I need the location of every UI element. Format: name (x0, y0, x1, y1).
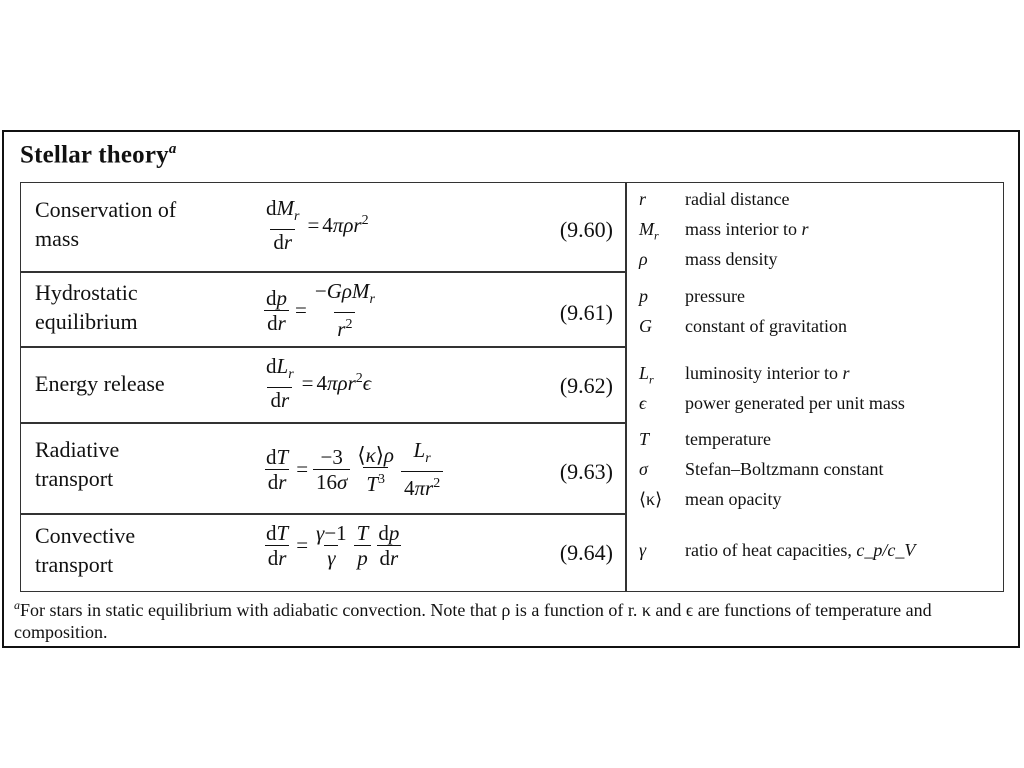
row-name-line2: mass (35, 226, 79, 251)
symbol-definition (633, 489, 1001, 519)
symbols-group-convective (633, 540, 1001, 570)
symbols-group-hydrostatic (633, 286, 1001, 346)
equation-row-convective (21, 514, 625, 592)
symbol: T (639, 429, 650, 449)
equation-number: (9.61) (559, 300, 613, 325)
row-name-line1: Conservation of (35, 197, 177, 222)
symbol: ⟨κ⟩ (639, 489, 663, 509)
footnote-marker: a (14, 598, 20, 612)
symbol-definition (633, 459, 1001, 489)
row-name (35, 369, 165, 398)
equations-table (20, 182, 1004, 592)
symbol: $M_r$ (639, 219, 659, 243)
symbol-description: pressure (685, 286, 745, 306)
equation-number: (9.64) (559, 540, 613, 565)
symbol-definition (633, 249, 1001, 279)
symbol-description: mass interior to r (685, 219, 809, 239)
title-footnote-marker: a (168, 141, 177, 157)
equation-number: (9.62) (559, 373, 613, 398)
row-name-line1: Convective (35, 523, 136, 548)
row-name-line2: transport (35, 466, 114, 491)
equation-9-64: $\frac{dT}{dr}$ = $\frac{\gamma-1}{\gamma}$ $\frac{T}{p}$ $\frac{dp}{dr}$ (266, 521, 400, 570)
symbol-description: luminosity interior to r (685, 363, 850, 383)
symbol: p (639, 286, 648, 306)
symbol-definition (633, 286, 1001, 316)
equation-row-energy (21, 347, 625, 422)
row-name-line1: Energy release (35, 371, 165, 396)
row-name (35, 195, 176, 253)
symbol-definition (633, 219, 1001, 249)
symbol-definition (633, 363, 1001, 393)
equation-9-62: $\frac{dL_r}{dr}$ = 4πρr$^2$ϵ (266, 354, 372, 413)
symbols-group-radiative (633, 429, 1001, 519)
row-name (35, 278, 138, 336)
column-divider (625, 183, 627, 591)
symbol: ϵ (639, 393, 647, 413)
symbols-group-mass (633, 189, 1001, 279)
symbol-definition (633, 393, 1001, 423)
equation-9-63: $\frac{dT}{dr}$ = $\frac{-3}{16\sigma}$ $\frac{⟨\kappa⟩\rho}{T^3}$ $\frac{L_r}{4\pi r^2}$ (261, 439, 445, 499)
table-title-text: Stellar theory (20, 141, 169, 169)
symbol-description: mass density (685, 249, 778, 269)
equation-9-60: $\frac{dM_r}{dr}$ = 4πρr$^2$ (266, 196, 369, 255)
symbol: G (639, 316, 652, 336)
symbol-definition (633, 316, 1001, 346)
symbols-group-energy (633, 363, 1001, 423)
symbol-description: mean opacity (685, 489, 782, 509)
row-name-line2: transport (35, 552, 114, 577)
symbol-description: power generated per unit mass (685, 393, 905, 413)
row-name-line1: Radiative (35, 437, 120, 462)
equation-number: (9.63) (559, 459, 613, 484)
symbol: ρ (639, 249, 648, 269)
row-name-line1: Hydrostatic (35, 280, 138, 305)
symbol-description: radial distance (685, 189, 790, 209)
symbol: r (639, 189, 647, 209)
symbol-description: Stefan–Boltzmann constant (685, 459, 884, 479)
equation-row-radiative (21, 423, 625, 513)
row-name (35, 521, 135, 579)
footnote (14, 594, 1014, 643)
symbol-description: temperature (685, 429, 771, 449)
symbol: γ (639, 540, 647, 560)
symbol-description: ratio of heat capacities, c_p/c_V (685, 540, 916, 560)
row-name (35, 435, 119, 493)
symbol-definition (633, 429, 1001, 459)
row-name-line2: equilibrium (35, 309, 138, 334)
symbol: σ (639, 459, 648, 479)
equation-row-hydrostatic (21, 272, 625, 346)
symbol-definition (633, 540, 1001, 570)
equation-number: (9.60) (559, 217, 613, 242)
symbol: $L_r$ (639, 363, 654, 387)
footnote-text: For stars in static equilibrium with adiabatic convection. Note that ρ is a function of r. κ and ϵ are functions of temperature and composition. (14, 600, 932, 642)
equation-9-61: $\frac{dp}{dr}$ = $\frac{-G\rho M_r}{r^2}$ (266, 279, 375, 342)
symbol-definition (633, 189, 1001, 219)
table-title (20, 141, 177, 169)
symbol-description: constant of gravitation (685, 316, 847, 336)
equation-row-mass (21, 183, 625, 271)
